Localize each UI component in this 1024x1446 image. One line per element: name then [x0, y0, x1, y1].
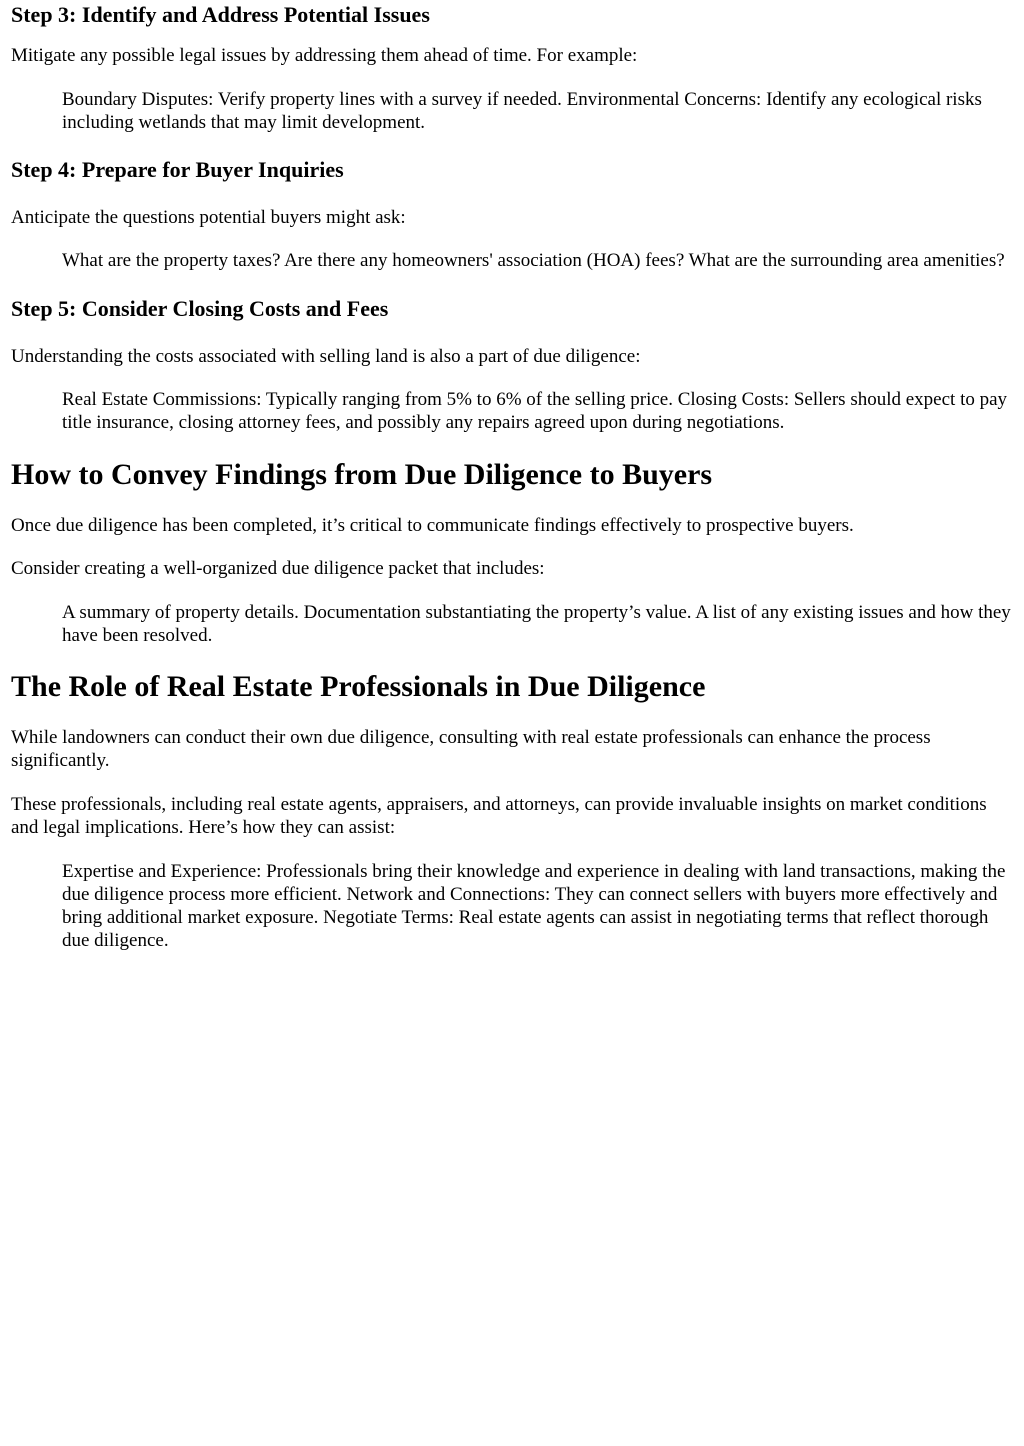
role-paragraph-2: These professionals, including real estate agents, appraisers, and attorneys, can provide invaluable insights on market conditions and legal implications. Here’s how they can assist:: [11, 794, 987, 838]
step3-quote: Boundary Disputes: Verify property lines with a survey if needed. Environmental Concerns: Identify any ecological risks including wetlands that may limit development.: [62, 89, 982, 133]
step5-intro: Understanding the costs associated with selling land is also a part of due diligence:: [11, 346, 641, 367]
step5-quote: Real Estate Commissions: Typically ranging from 5% to 6% of the selling price. Closing Costs: Sellers should expect to pay title insurance, closing attorney fees, and possibly any repairs agreed upon during negotiations.: [62, 389, 1008, 433]
role-quote: Expertise and Experience: Professionals bring their knowledge and experience in dealing with land transactions, making the due diligence process more efficient. Network and Connections: They can connect sellers with buyers more effectively and bring additional market exposure. Negotiate Terms: Real estate agents can assist in negotiating terms that reflect thorough due diligence.: [62, 861, 1006, 951]
step4-intro: Anticipate the questions potential buyers might ask:: [11, 207, 406, 228]
step3-intro: Mitigate any possible legal issues by addressing them ahead of time. For example:: [11, 45, 638, 66]
convey-findings-heading: How to Convey Findings from Due Diligence to Buyers: [11, 458, 713, 491]
step4-heading: Step 4: Prepare for Buyer Inquiries: [11, 157, 344, 182]
step5-heading: Step 5: Consider Closing Costs and Fees: [11, 296, 389, 321]
professionals-role-heading: The Role of Real Estate Professionals in Due Diligence: [11, 670, 706, 703]
convey-quote: A summary of property details. Documentation substantiating the property’s value. A list of any existing issues and how they have been resolved.: [62, 602, 1011, 646]
step4-quote: What are the property taxes? Are there any homeowners' association (HOA) fees? What are the surrounding area amenities?: [62, 250, 1005, 271]
role-paragraph-1: While landowners can conduct their own due diligence, consulting with real estate professionals can enhance the process significantly.: [11, 727, 931, 771]
step3-heading: Step 3: Identify and Address Potential Issues: [11, 2, 430, 27]
convey-paragraph-1: Once due diligence has been completed, it’s critical to communicate findings effectively to prospective buyers.: [11, 515, 854, 536]
convey-paragraph-2: Consider creating a well-organized due diligence packet that includes:: [11, 558, 545, 579]
